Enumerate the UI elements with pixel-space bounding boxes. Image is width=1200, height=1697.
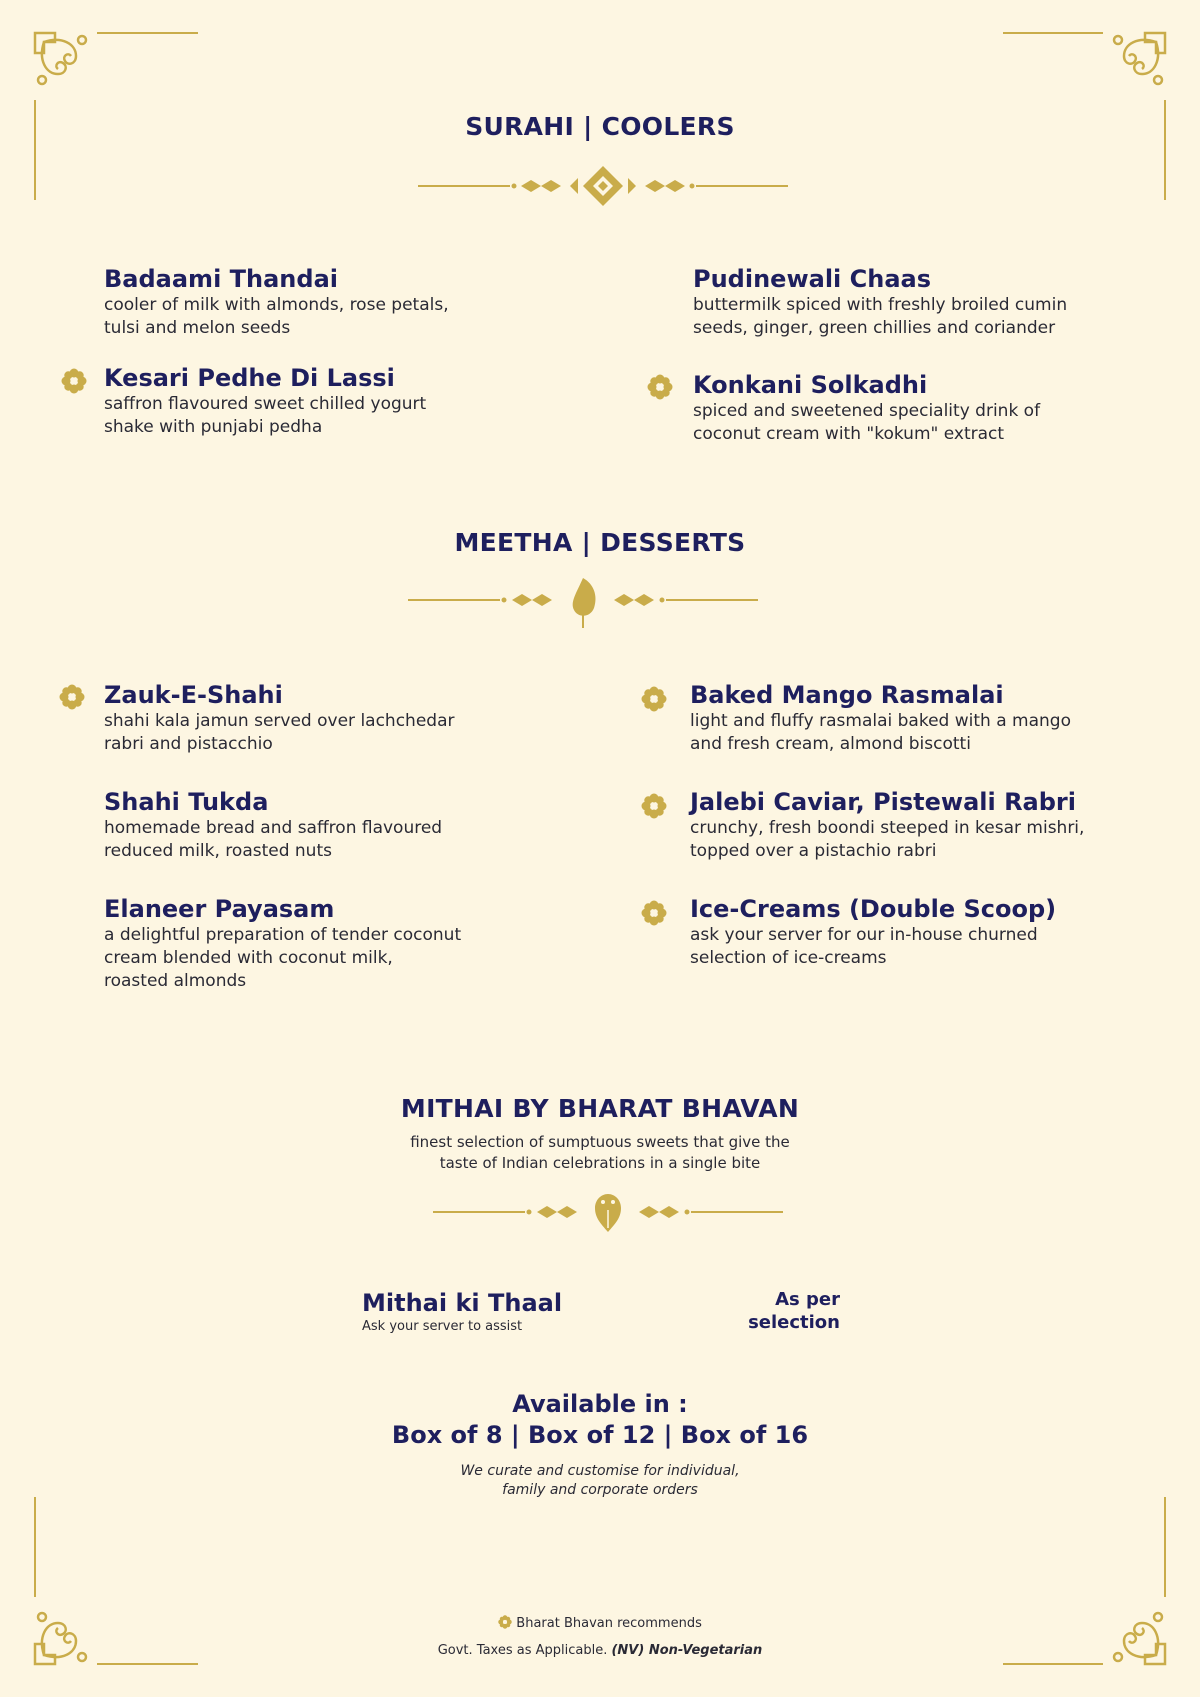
item-name: Kesari Pedhe Di Lassi <box>104 364 395 392</box>
menu-item <box>104 363 426 439</box>
menu-item <box>690 787 1084 863</box>
recommend-text: Bharat Bhavan recommends <box>516 1616 702 1631</box>
taxes-text: Govt. Taxes as Applicable. <box>437 1643 608 1658</box>
item-name: Pudinewali Chaas <box>693 265 931 293</box>
item-name: Shahi Tukda <box>104 788 269 816</box>
item-name: Konkani Solkadhi <box>693 371 928 399</box>
item-name: Ice-Creams (Double Scoop) <box>690 895 1057 923</box>
menu-item <box>104 787 442 863</box>
item-description: spiced and sweetened speciality drink of coconut cream with "kokum" extract <box>693 401 1041 444</box>
item-description: a delightful preparation of tender coconut cream blended with coconut milk, roasted almonds <box>104 925 462 991</box>
item-name: Mithai ki Thaal <box>362 1289 563 1317</box>
menu-item <box>104 894 461 993</box>
item-description: homemade bread and saffron flavoured reduced milk, roasted nuts <box>104 818 443 861</box>
item-description: ask your server for our in-house churned selection of ice-creams <box>690 925 1038 968</box>
bird-emblem-divider-icon <box>433 1188 783 1238</box>
flower-icon <box>498 1615 512 1629</box>
nv-text: (NV) Non-Vegetarian <box>611 1643 763 1658</box>
flower-icon <box>647 374 673 400</box>
corner-ornament-icon <box>1108 1607 1168 1667</box>
available-options: Box of 8 | Box of 12 | Box of 16 <box>391 1421 809 1449</box>
curate-note: We curate and customise for individual, family and corporate orders <box>460 1463 740 1498</box>
item-name: Zauk-E-Shahi <box>104 681 283 709</box>
corner-ornament-icon <box>32 30 92 90</box>
flower-icon <box>641 900 667 926</box>
item-name: Elaneer Payasam <box>104 895 335 923</box>
section-title-coolers: SURAHI | COOLERS <box>465 112 735 141</box>
flower-icon <box>59 684 85 710</box>
paisley-divider-icon <box>408 574 758 630</box>
menu-item <box>104 264 449 340</box>
item-price: As per selection <box>748 1289 840 1333</box>
flower-icon <box>641 793 667 819</box>
item-name: Baked Mango Rasmalai <box>690 681 1004 709</box>
menu-item <box>690 894 1056 970</box>
flower-icon <box>61 368 87 394</box>
menu-item <box>104 680 454 756</box>
menu-item <box>690 680 1071 756</box>
available-label: Available in : <box>512 1390 688 1418</box>
item-description: light and fluffy rasmalai baked with a mango and fresh cream, almond biscotti <box>690 711 1071 754</box>
section-title-mithai: MITHAI BY BHARAT BHAVAN <box>400 1094 800 1123</box>
diamond-divider-icon <box>418 164 788 208</box>
item-description: saffron flavoured sweet chilled yogurt shake with punjabi pedha <box>104 394 427 437</box>
footer-taxes <box>350 1642 850 1660</box>
flower-icon <box>641 686 667 712</box>
menu-item <box>362 1288 562 1336</box>
section-subtitle: finest selection of sumptuous sweets that give the taste of Indian celebrations in a single bite <box>410 1133 790 1172</box>
corner-ornament-icon <box>1108 30 1168 90</box>
item-description: buttermilk spiced with freshly broiled cumin seeds, ginger, green chillies and coriander <box>693 295 1068 338</box>
footer-recommend <box>400 1615 800 1633</box>
menu-item <box>693 370 1040 446</box>
corner-ornament-icon <box>32 1607 92 1667</box>
item-description: shahi kala jamun served over lachchedar rabri and pistacchio <box>104 711 455 754</box>
item-name: Badaami Thandai <box>104 265 338 293</box>
menu-item <box>693 264 1067 340</box>
item-description: cooler of milk with almonds, rose petals, tulsi and melon seeds <box>104 295 449 338</box>
item-name: Jalebi Caviar, Pistewali Rabri <box>690 788 1076 816</box>
item-description: crunchy, fresh boondi steeped in kesar mishri, topped over a pistachio rabri <box>690 818 1085 861</box>
item-note: Ask your server to assist <box>362 1319 523 1334</box>
section-title-desserts: MEETHA | DESSERTS <box>454 528 746 557</box>
